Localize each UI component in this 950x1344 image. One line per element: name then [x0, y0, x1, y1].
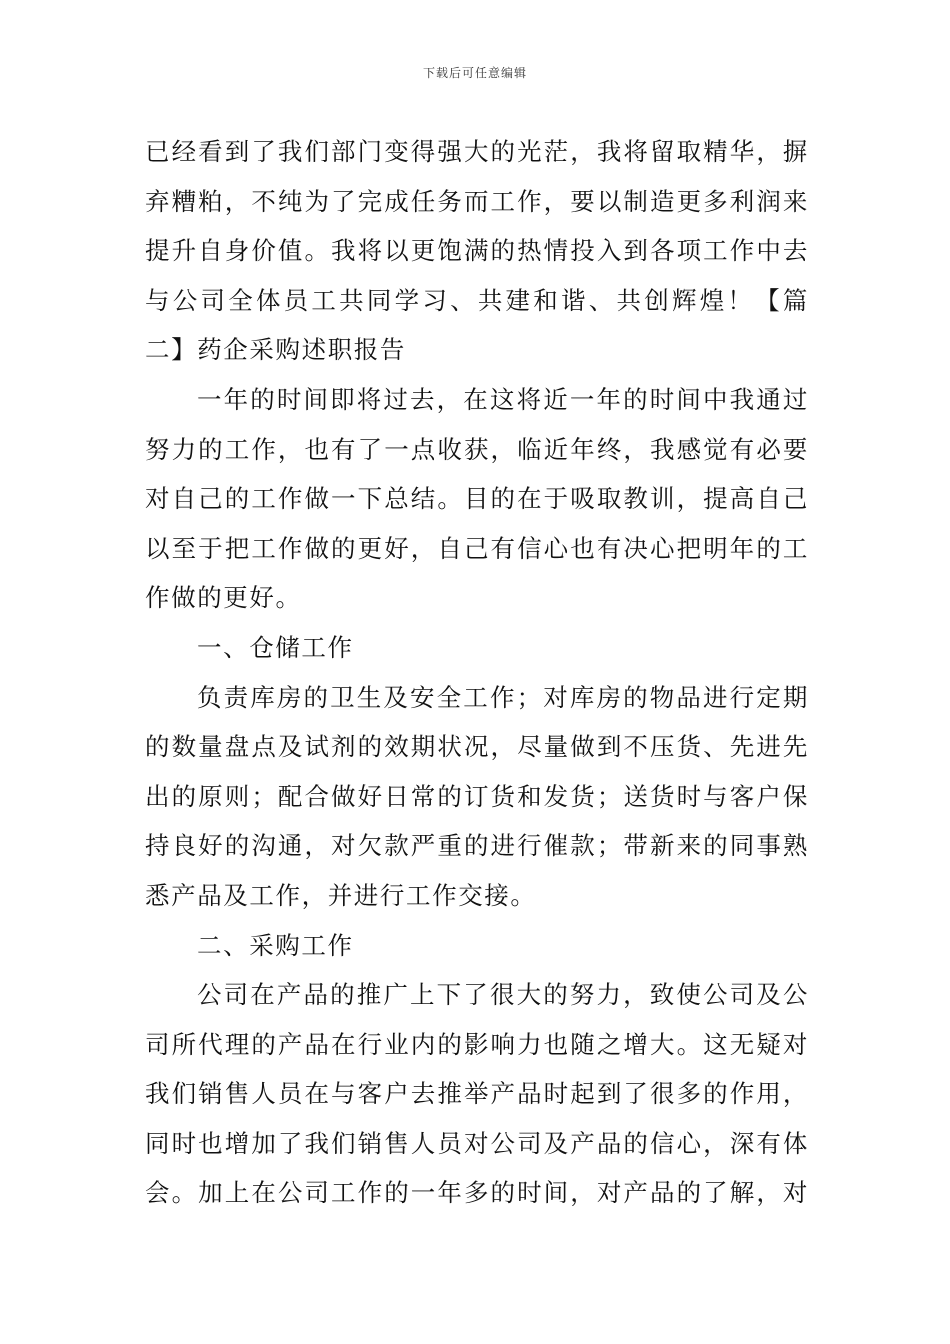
- text-line: 司所代理的产品在行业内的影响力也随之增大。这无疑对: [145, 1029, 809, 1059]
- text-line: 二】药企采购述职报告: [145, 335, 406, 365]
- document-body: [145, 127, 809, 1218]
- text-line: 努力的工作，也有了一点收获，临近年终，我感觉有必要: [145, 434, 809, 464]
- text-line: 同时也增加了我们销售人员对公司及产品的信心，深有体: [145, 1128, 809, 1158]
- text-line: 我们销售人员在与客户去推举产品时起到了很多的作用，: [145, 1079, 809, 1109]
- text-line: 二、采购工作: [197, 930, 354, 960]
- text-line: 作做的更好。: [145, 583, 302, 613]
- text-line: 负责库房的卫生及安全工作；对库房的物品进行定期: [197, 682, 809, 712]
- text-line: 对自己的工作做一下总结。目的在于吸取教训，提高自己: [145, 484, 809, 514]
- text-line: 以至于把工作做的更好，自己有信心也有决心把明年的工: [145, 533, 809, 563]
- text-line: 悉产品及工作，并进行工作交接。: [145, 880, 537, 910]
- text-line: 持良好的沟通，对欠款严重的进行催款；带新来的同事熟: [145, 831, 809, 861]
- text-line: 出的原则；配合做好日常的订货和发货；送货时与客户保: [145, 781, 809, 811]
- text-line: 一、仓储工作: [197, 632, 354, 662]
- text-line: 会。加上在公司工作的一年多的时间，对产品的了解，对: [145, 1178, 809, 1208]
- page-header: 下载后可任意编辑: [422, 66, 527, 80]
- text-line: 一年的时间即将过去，在这将近一年的时间中我通过: [197, 384, 809, 414]
- text-line: 弃糟粕，不纯为了完成任务而工作，要以制造更多利润来: [145, 186, 809, 216]
- text-line: 已经看到了我们部门变得强大的光茫，我将留取精华，摒: [145, 137, 809, 166]
- text-line: 的数量盘点及试剂的效期状况，尽量做到不压货、先进先: [145, 732, 809, 762]
- text-line: 提升自身价值。我将以更饱满的热情投入到各项工作中去: [145, 236, 809, 266]
- text-line: 公司在产品的推广上下了很大的努力，致使公司及公: [197, 980, 809, 1010]
- text-line: 与公司全体员工共同学习、共建和谐、共创辉煌！【篇: [145, 285, 809, 315]
